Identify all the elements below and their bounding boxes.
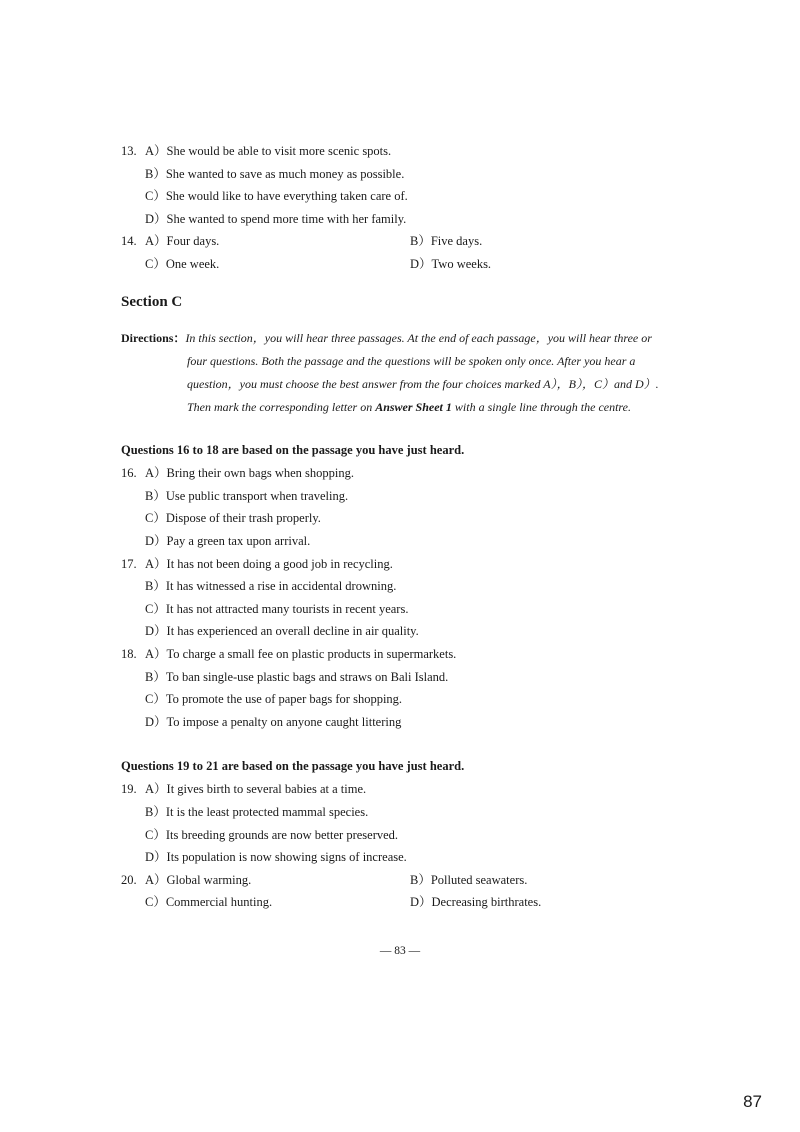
option-a: A）Global warming. xyxy=(145,873,252,887)
group-heading-16-18: Questions 16 to 18 are based on the passage you have just heard. xyxy=(121,443,465,457)
directions xyxy=(121,327,681,419)
directions-label: Directions： xyxy=(121,331,186,345)
option-c: C）Its breeding grounds are now better preserved. xyxy=(145,828,399,842)
directions-line-4-post: with a single line through the centre. xyxy=(451,400,631,414)
option-a: A）It has not been doing a good job in recycling. xyxy=(145,557,393,571)
option-d: D）She wanted to spend more time with her family. xyxy=(145,212,407,226)
question-number: 20. xyxy=(121,873,137,887)
section-title: Section C xyxy=(121,294,183,310)
option-d: D）Two weeks. xyxy=(410,257,492,271)
directions-line-4-pre: Then mark the corresponding letter on xyxy=(187,400,376,414)
question-number: 16. xyxy=(121,466,137,480)
option-b: B）To ban single-use plastic bags and straws on Bali Island. xyxy=(145,670,449,684)
option-d: D）It has experienced an overall decline in air quality. xyxy=(145,624,419,638)
option-d: D）Decreasing birthrates. xyxy=(410,895,542,909)
option-b: B）It has witnessed a rise in accidental drowning. xyxy=(145,579,397,593)
question-number: 19. xyxy=(121,782,137,796)
group-heading-19-21: Questions 19 to 21 are based on the passage you have just heard. xyxy=(121,759,465,773)
option-c: C）Commercial hunting. xyxy=(145,895,273,909)
option-c: C）Dispose of their trash properly. xyxy=(145,511,321,525)
option-b: B）Five days. xyxy=(410,234,483,248)
question-number: 18. xyxy=(121,647,137,661)
corner-page-number: 87 xyxy=(743,1092,762,1111)
directions-line-4 xyxy=(121,396,681,419)
option-c: C）One week. xyxy=(145,257,220,271)
option-d: D）Its population is now showing signs of increase. xyxy=(145,850,407,864)
option-a: A）It gives birth to several babies at a time. xyxy=(145,782,367,796)
option-c: C）She would like to have everything taken care of. xyxy=(145,189,408,203)
option-d: D）To impose a penalty on anyone caught littering xyxy=(145,715,402,729)
option-b: B）It is the least protected mammal species. xyxy=(145,805,369,819)
option-c: C）To promote the use of paper bags for shopping. xyxy=(145,692,403,706)
answer-sheet-label: Answer Sheet 1 xyxy=(375,400,452,414)
option-a: A）She would be able to visit more scenic spots. xyxy=(145,144,392,158)
directions-line-1: In this section，you will hear three passages. At the end of each passage，you will hear three or xyxy=(185,331,652,345)
option-a: A）Bring their own bags when shopping. xyxy=(145,466,355,480)
option-a: A）Four days. xyxy=(145,234,220,248)
option-d: D）Pay a green tax upon arrival. xyxy=(145,534,311,548)
question-number: 14. xyxy=(121,234,137,248)
directions-line-3: question，you must choose the best answer from the four choices marked A），B），C）and D）. xyxy=(187,377,659,391)
option-b: B）Polluted seawaters. xyxy=(410,873,528,887)
directions-line-2: four questions. Both the passage and the questions will be spoken only once. After you hear a xyxy=(187,354,636,368)
option-c: C）It has not attracted many tourists in recent years. xyxy=(145,602,409,616)
page-footer: — 83 — xyxy=(379,945,421,957)
option-b: B）She wanted to save as much money as possible. xyxy=(145,167,405,181)
question-number: 13. xyxy=(121,144,137,158)
option-a: A）To charge a small fee on plastic products in supermarkets. xyxy=(145,647,457,661)
option-b: B）Use public transport when traveling. xyxy=(145,489,349,503)
question-number: 17. xyxy=(121,557,137,571)
